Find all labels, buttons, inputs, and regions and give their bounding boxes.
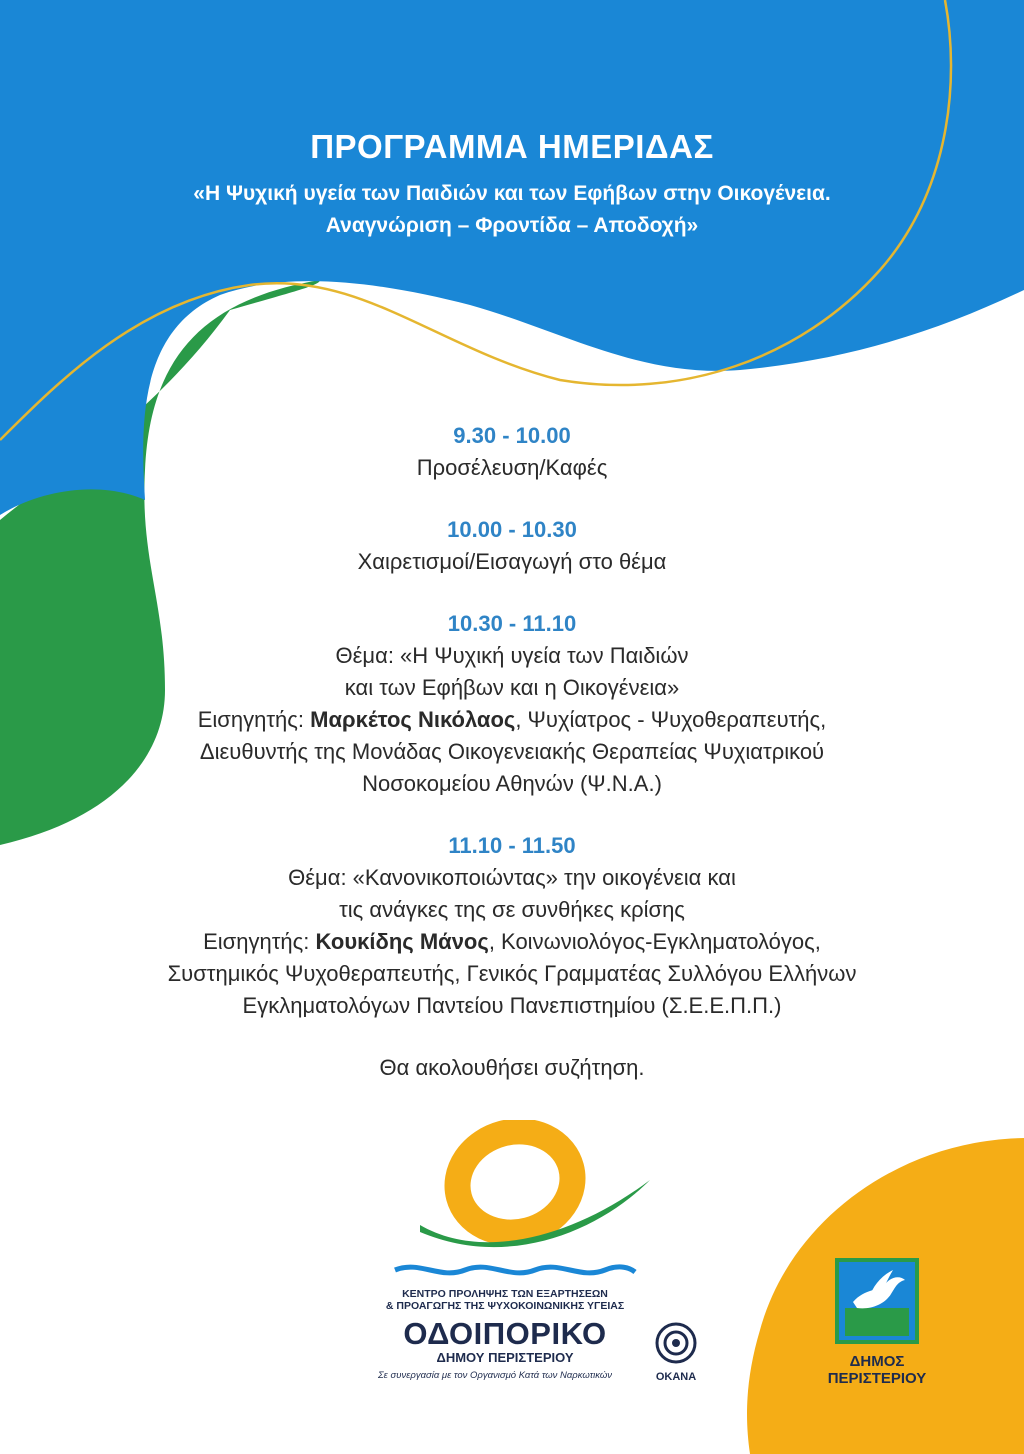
okana-label: ΟΚΑΝΑ <box>655 1371 697 1383</box>
dimos-label <box>812 1353 942 1387</box>
closing-note: Θα ακολουθήσει συζήτηση. <box>379 1055 645 1080</box>
dimos-line-1: ΔΗΜΟΣ <box>849 1353 905 1370</box>
subtitle-line-1: «Η Ψυχική υγεία των Παιδιών και των Εφήβων στην Οικογένεια. <box>193 182 831 205</box>
slot-topic-line: τις ανάγκες της σε συνθήκες κρίσης <box>339 897 685 922</box>
odoiporiko-municipality: ΔΗΜΟΥ ΠΕΡΙΣΤΕΡΙΟΥ <box>436 1350 574 1365</box>
program-schedule <box>0 420 1024 1084</box>
slot-time: 9.30 - 10.00 <box>453 423 571 448</box>
speaker-name: Μαρκέτος Νικόλαος <box>310 707 516 732</box>
odoiporiko-line-1: ΚΕΝΤΡΟ ΠΡΟΛΗΨΗΣ ΤΩΝ ΕΞΑΡΤΗΣΕΩΝ <box>402 1288 608 1300</box>
speaker-label: Εισηγητής: <box>197 707 311 732</box>
speaker-role: Συστημικός Ψυχοθεραπευτής, Γενικός Γραμματέας Συλλόγου Ελλήνων <box>167 961 857 986</box>
odoiporiko-org-lines <box>340 1288 670 1312</box>
speaker-role: Νοσοκομείου Αθηνών (Ψ.Ν.Α.) <box>362 771 662 796</box>
slot-time: 10.00 - 10.30 <box>447 517 577 542</box>
slot-text: Προσέλευση/Καφές <box>416 455 608 480</box>
dove-emblem-icon <box>835 1258 919 1344</box>
slot-text: Χαιρετισμοί/Εισαγωγή στο θέμα <box>357 549 667 574</box>
schedule-slot-4 <box>0 830 1024 1022</box>
okana-emblem-icon <box>655 1322 697 1364</box>
speaker-role: , Κοινωνιολόγος-Εγκληματολόγος, <box>488 929 821 954</box>
odoiporiko-emblem-icon <box>340 1120 670 1290</box>
odoiporiko-logo <box>340 1120 690 1410</box>
schedule-slot-2 <box>0 514 1024 578</box>
odoiporiko-name: ΟΔΟΙΠΟΡΙΚΟ <box>403 1316 607 1351</box>
subtitle-line-2: Αναγνώριση – Φροντίδα – Αποδοχή» <box>325 214 699 237</box>
speaker-role: , Ψυχίατρος - Ψυχοθεραπευτής, <box>515 707 827 732</box>
schedule-slot-3 <box>0 608 1024 800</box>
page-title: ΠΡΟΓΡΑΜΜΑ ΗΜΕΡΙΔΑΣ <box>310 128 714 165</box>
slot-time: 11.10 - 11.50 <box>448 833 576 858</box>
speaker-role: Εγκληματολόγων Παντείου Πανεπιστημίου (Σ.Ε.Ε.Π.Π.) <box>242 993 782 1018</box>
schedule-slot-1 <box>0 420 1024 484</box>
slot-topic-line: Θέμα: «Κανονικοποιώντας» την οικογένεια και <box>288 865 736 890</box>
dimos-line-2: ΠΕΡΙΣΤΕΡΙΟΥ <box>827 1370 927 1387</box>
slot-speaker-line <box>0 926 1024 958</box>
slot-topic-line: και των Εφήβων και η Οικογένεια» <box>344 675 680 700</box>
odoiporiko-line-2: & ΠΡΟΑΓΩΓΗΣ ΤΗΣ ΨΥΧΟΚΟΙΝΩΝΙΚΗΣ ΥΓΕΙΑΣ <box>385 1300 625 1312</box>
speaker-label: Εισηγητής: <box>203 929 316 954</box>
speaker-name: Κουκίδης Μάνος <box>315 929 489 954</box>
odoiporiko-cooperation: Σε συνεργασία με τον Οργανισμό Κατά των Ναρκωτικών <box>377 1370 613 1381</box>
header <box>0 128 1024 242</box>
slot-speaker-line <box>0 704 1024 736</box>
slot-topic-line: Θέμα: «Η Ψυχική υγεία των Παιδιών <box>335 643 689 668</box>
page-subtitle <box>0 178 1024 242</box>
dimos-logo <box>812 1258 942 1387</box>
speaker-role: Διευθυντής της Μονάδας Οικογενειακής Θεραπείας Ψυχιατρικού <box>199 739 825 764</box>
okana-logo <box>648 1322 704 1383</box>
slot-time: 10.30 - 11.10 <box>447 611 577 636</box>
